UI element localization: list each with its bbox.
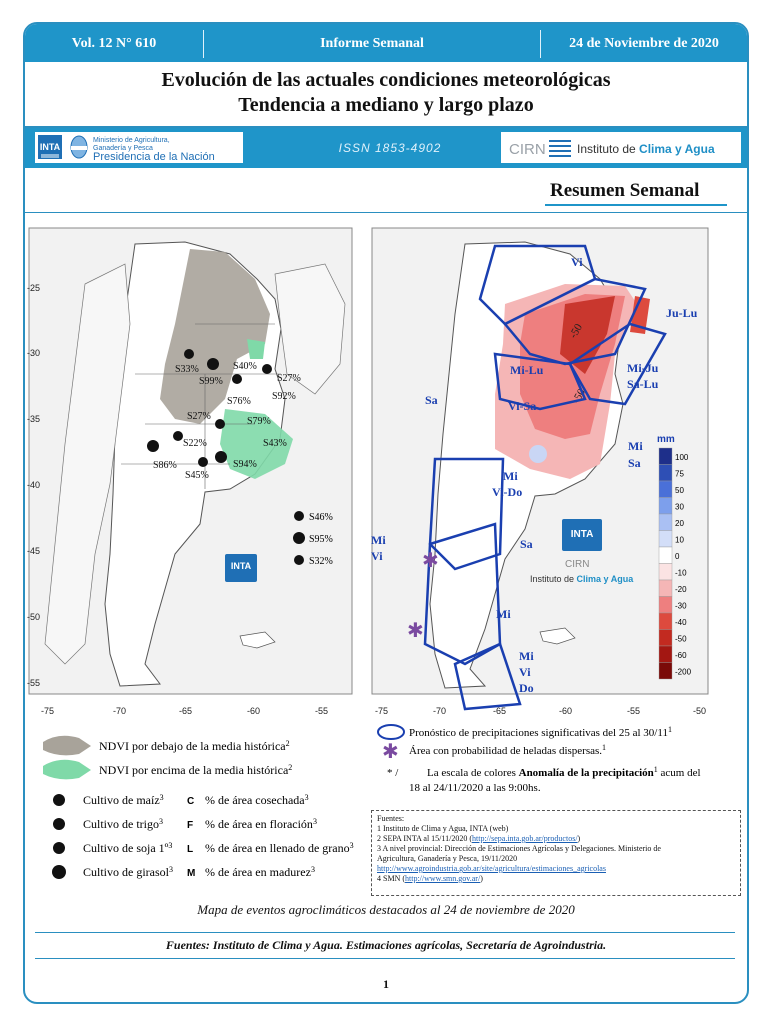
lon-tick: -65 [179,706,193,716]
scale-cell [659,465,672,482]
frost-star-icon: ✱ [407,620,424,642]
svg-text:CIRN: CIRN [565,559,590,570]
soy-icon [173,431,183,441]
footer-rule [35,932,735,933]
source-line: 3 A nivel provincial: Dirección de Estimaciones Agrícolas y Delegaciones. Ministerio de [377,844,661,853]
region-label: Ju-Lu [666,306,698,320]
footer-sources: Fuentes: Instituto de Clima y Agua. Estimaciones agrícolas, Secretaría de Agroindustria. [165,938,607,952]
inset-label: S32% [309,556,333,567]
logo-bar [25,128,747,168]
lat-tick: -35 [27,414,41,424]
scale-cell [659,597,672,614]
issn-number: ISSN 1853-4902 [338,141,442,155]
svg-text:INTA: INTA [230,561,252,571]
inta-ministry-logo [35,132,243,163]
ndvi-above-label: NDVI por encima de la media histórica$^2$ [99,763,293,777]
scale-tick: 50 [675,486,684,495]
inta-map-logo [225,554,257,582]
frost-star-icon: ✱ [422,550,439,572]
left-legend [39,732,359,892]
region-label: Sa-Lu [627,377,659,391]
report-date: 24 de Noviembre de 2020 [569,36,719,51]
source-line: 4 SMN (http://www.smn.gov.ar/) [377,874,483,883]
lon-tick: -55 [315,706,329,716]
wheat-icon [53,818,65,830]
scale-cell [659,613,672,630]
left-lon-axis [41,706,328,716]
title-line-2: Tendencia a mediano y largo plazo [238,94,534,116]
scale-cell [659,630,672,647]
lon-tick: -70 [433,706,447,716]
corn-icon [198,457,208,467]
region-label: Vi [571,255,583,269]
scale-cell [659,564,672,581]
sunflower-icon [293,532,305,544]
page-title [25,62,747,128]
scale-cell [659,448,672,465]
map-caption: Mapa de eventos agroclimáticos destacados al 24 de noviembre de 2020 [197,902,575,917]
crop-label: S27% [187,411,211,422]
stage-label: % de área en floración$^3$ [205,817,317,831]
lon-tick: -65 [493,706,507,716]
region-label: Vi-Do [492,485,523,499]
scale-tick: -200 [675,667,692,677]
lon-tick: -75 [41,706,55,716]
lon-tick: -50 [693,706,707,716]
region-label: Mi [628,439,643,453]
scale-tick: -60 [675,651,687,660]
sunflower-icon [52,865,66,879]
crop-label: S22% [183,438,207,449]
stage-code: C [187,796,195,807]
note-marker: * / [387,767,399,779]
crop-label: S76% [227,396,251,407]
region-label: Mi [496,607,511,621]
svg-text:INTA: INTA [570,529,594,540]
header-bar [25,24,747,62]
note-line-2: 18 al 24/11/2020 a las 9:00hs. [409,782,541,794]
ndvi-below-label: NDVI por debajo de la media histórica$^2$ [99,739,290,753]
region-label: Vi-Sa [508,399,537,413]
ministry-name-line-1: Ministerio de Agricultura, [93,137,170,144]
section-rule [25,212,747,213]
scale-tick: 30 [675,502,684,512]
inset-label: S95% [309,534,333,545]
right-lon-axis [375,706,706,716]
forecast-label: Pronóstico de precipitaciones significativas del 25 al $30/11^1$ [409,725,672,739]
crop-label: S79% [247,416,271,427]
contour-label: -50 [570,386,588,406]
page-frame [23,22,749,1004]
region-label: Vi [371,549,383,563]
right-map [371,228,708,716]
crop-label: S27% [277,373,301,384]
sunflower-icon [207,358,219,370]
region-label: Vi [519,665,531,679]
corn-icon [232,374,242,384]
scale-tick: -20 [675,585,687,594]
crop-label: S45% [185,470,209,481]
region-label: Do [519,681,534,695]
lat-tick: -45 [27,546,41,556]
crop-label: S86% [153,460,177,471]
stage-code: F [187,820,194,831]
region-label: Mi [371,533,386,547]
stage-label: % de área cosechada$^3$ [205,793,309,807]
crop-label: S99% [199,376,223,387]
scale-tick: 20 [675,519,684,528]
sources-box [371,810,741,896]
right-legend [375,722,745,796]
soy-icon [262,364,272,374]
cirn-instituto-logo [501,132,741,163]
corn-icon [184,349,194,359]
crop-legend-label: Cultivo de maíz$^3$ [83,793,164,807]
region-label: Mi-Lu [510,363,544,377]
crop-label: S43% [263,438,287,449]
region-label: Mi [519,649,534,663]
region-label: Mi-Ju [627,361,659,375]
scale-cell [659,481,672,498]
lat-tick: -40 [27,480,41,490]
ndvi-below-swatch [43,736,91,756]
section-title: Resumen Semanal [550,180,700,201]
source-line: 2 SEPA INTA al 15/11/2020 (http://sepa.inta.gob.ar/productos/) [377,834,581,843]
sunflower-icon [215,451,227,463]
footer-rule [35,958,735,959]
crop-label: S33% [175,364,199,375]
scale-tick: -10 [675,568,687,578]
report-type: Informe Semanal [320,36,424,51]
maps-area [25,224,747,724]
scale-unit: mm [657,434,675,445]
stage-code: M [187,868,196,879]
lat-tick: -50 [27,612,41,622]
lat-tick: -25 [27,283,41,293]
region-label: Sa [520,537,533,551]
soy-icon [53,842,65,854]
wave-lines-icon [549,141,571,156]
region-label: Sa [628,456,641,470]
page-number: 1 [383,977,389,991]
lon-tick: -75 [375,706,389,716]
scale-tick: 10 [675,535,684,545]
crop-label: S94% [233,459,257,470]
frost-label: Área con probabilidad de heladas dispersas.$^1$ [409,743,607,757]
scale-tick: -30 [675,601,687,611]
soy-icon [294,555,304,565]
crop-legend-label: Cultivo de trigo$^3$ [83,817,163,831]
scale-cell [659,498,672,515]
stage-label: % de área en llenado de grano$^3$ [205,841,354,855]
forecast-region-swatch [378,725,404,739]
inta-logo-text: INTA [39,142,61,152]
lon-tick: -60 [247,706,261,716]
title-line-1: Evolución de las actuales condiciones meteorológicas [161,69,611,91]
corn-icon [215,419,225,429]
cirn-text: CIRN [509,141,546,158]
crop-label: S40% [233,361,257,372]
source-link[interactable]: http://www.agroindustria.gob.ar/site/agricultura/estimaciones_agricolas [377,864,606,873]
corn-icon [294,511,304,521]
left-map [27,228,352,716]
scale-tick: 100 [675,453,689,462]
stage-codes [187,796,195,879]
scale-cell [659,514,672,531]
instituto-logo-block [501,132,741,163]
scale-cell [659,580,672,597]
scale-cell [659,547,672,564]
scale-cell [659,531,672,548]
crop-legend-label: Cultivo de girasol$^3$ [83,865,173,879]
scale-tick: 75 [675,469,684,479]
ministry-name-line-2: Ganadería y Pesca [93,145,153,152]
lon-tick: -55 [627,706,641,716]
presidencia-text: Presidencia de la Nación [93,151,215,163]
scale-tick: -50 [675,634,687,644]
government-logo-block [35,132,243,163]
contour-label: -50 [567,321,585,341]
scale-cell [659,663,672,680]
svg-text:Instituto de Clima y Agua: Instituto de Clima y Agua [530,574,634,584]
region-label: Sa [425,393,438,407]
stage-label: % de área en madurez$^3$ [205,865,315,879]
source-link[interactable]: http://www.smn.gov.ar/ [405,874,481,883]
lat-tick: -30 [27,348,41,358]
ndvi-above-swatch [43,760,91,780]
stage-code: L [187,844,194,855]
source-link[interactable]: http://sepa.inta.gob.ar/productos/ [472,834,578,843]
crop-legend-label: Cultivo de soja 1º$^3$ [83,841,173,855]
sources-title: Fuentes: [377,814,405,823]
volume-number: Vol. 12 N° 610 [71,36,157,51]
scale-tick: -40 [675,618,687,627]
instituto-name: Instituto de Clima y Agua [577,142,715,156]
section-underline [545,204,727,206]
lon-tick: -60 [559,706,573,716]
ndvi-above-area [247,339,265,359]
sunflower-icon [147,440,159,452]
note-line-1: La escala de colores Anomalía de la precipitación$^1$ acum del [427,765,701,779]
lon-tick: -70 [113,706,127,716]
source-line: Agricultura, Ganadería y Pesca, 19/11/2020 [377,854,518,863]
scale-tick: 0 [675,552,680,561]
frost-star-icon: ✱ [382,741,399,763]
corn-icon [53,794,65,806]
source-line: 1 Instituto de Clima y Agua, INTA (web) [377,824,509,833]
crop-label: S92% [272,391,296,402]
region-label: Mi [503,469,518,483]
source-line [377,864,735,874]
inset-label: S46% [309,512,333,523]
crop-legend-inset [293,511,333,567]
anomaly-area-blue [529,445,547,463]
scale-cell [659,646,672,663]
lat-tick: -55 [27,678,41,688]
